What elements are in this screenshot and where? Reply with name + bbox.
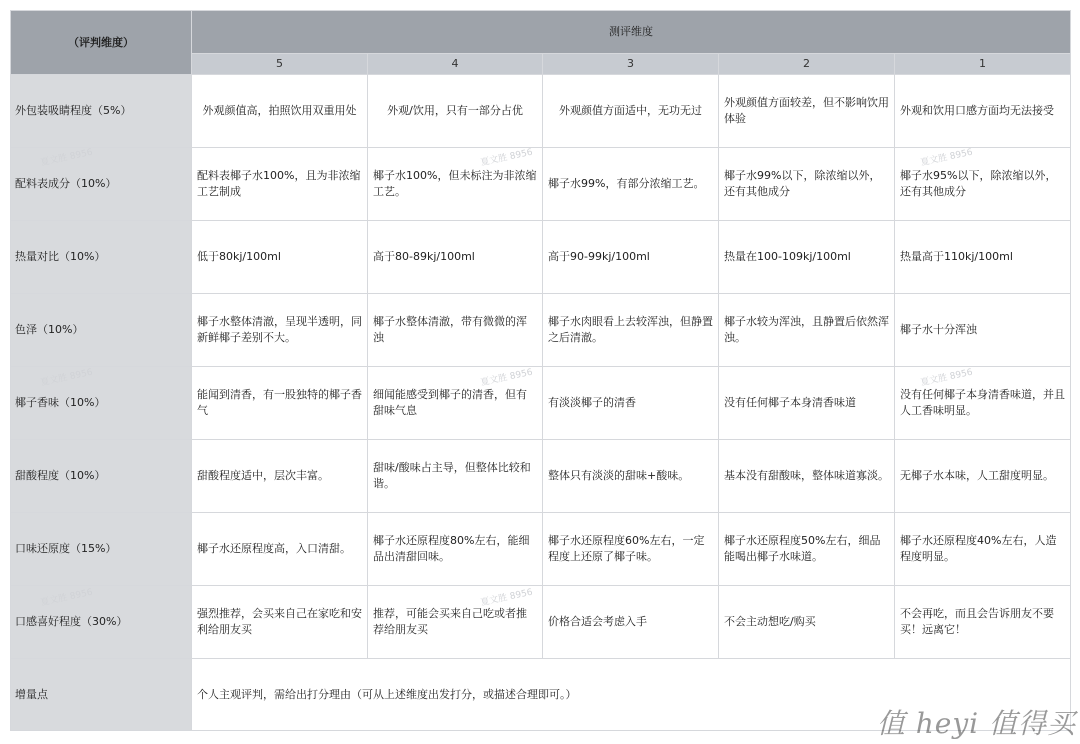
watermark: 夏文胜 8956 bbox=[919, 367, 974, 389]
watermark: 夏文胜 8956 bbox=[39, 587, 94, 609]
table-cell: 椰子水整体清澈，带有微微的浑浊 bbox=[368, 294, 543, 367]
row-label: 甜酸程度（10%） bbox=[11, 440, 192, 513]
watermark: 夏文胜 8956 bbox=[39, 367, 94, 389]
scoring-table-sheet bbox=[10, 10, 1070, 734]
table-cell: 外观和饮用口感方面均无法接受 bbox=[895, 75, 1071, 148]
table-cell: 椰子水100%，但未标注为非浓缩工艺。 bbox=[368, 148, 543, 221]
table-cell: 椰子水99%以下，除浓缩以外，还有其他成分 bbox=[719, 148, 895, 221]
table-row bbox=[11, 586, 1071, 659]
table-cell: 价格合适会考虑入手 bbox=[543, 586, 719, 659]
score-header: 1 bbox=[895, 54, 1071, 75]
score-header: 5 bbox=[192, 54, 368, 75]
table-cell: 细闻能感受到椰子的清香，但有甜味气息 bbox=[368, 367, 543, 440]
row-label: 口味还原度（15%） bbox=[11, 513, 192, 586]
row-label: 口感喜好程度（30%） bbox=[11, 586, 192, 659]
row-label: 色泽（10%） bbox=[11, 294, 192, 367]
table-cell: 椰子水还原程度40%左右，人造程度明显。 bbox=[895, 513, 1071, 586]
row-label: 增量点 bbox=[11, 659, 192, 731]
row-label: 椰子香味（10%） bbox=[11, 367, 192, 440]
score-header: 2 bbox=[719, 54, 895, 75]
table-row bbox=[11, 294, 1071, 367]
table-cell: 低于80kj/100ml bbox=[192, 221, 368, 294]
table-cell: 整体只有淡淡的甜味+酸味。 bbox=[543, 440, 719, 513]
watermark: 夏文胜 8956 bbox=[919, 147, 974, 169]
table-row bbox=[11, 148, 1071, 221]
table-cell: 能闻到清香，有一股独特的椰子香气 bbox=[192, 367, 368, 440]
table-cell: 高于80-89kj/100ml bbox=[368, 221, 543, 294]
watermark: 夏文胜 8956 bbox=[39, 147, 94, 169]
table-cell: 没有任何椰子本身清香味道 bbox=[719, 367, 895, 440]
table-row bbox=[11, 75, 1071, 148]
table-cell: 椰子水整体清澈，呈现半透明，同新鲜椰子差别不大。 bbox=[192, 294, 368, 367]
table-row bbox=[11, 367, 1071, 440]
brand-watermark-logo: 值 heyi 值得买 bbox=[876, 707, 1076, 740]
table-cell: 外观颜值高，拍照饮用双重用处 bbox=[192, 75, 368, 148]
table-cell: 椰子水还原程度80%左右，能细品出清甜回味。 bbox=[368, 513, 543, 586]
table-cell: 外观颜值方面较差，但不影响饮用体验 bbox=[719, 75, 895, 148]
table-cell: 椰子水99%，有部分浓缩工艺。 bbox=[543, 148, 719, 221]
table-cell: 配料表椰子水100%，且为非浓缩工艺制成 bbox=[192, 148, 368, 221]
table-cell: 没有任何椰子本身清香味道，并且人工香味明显。 bbox=[895, 367, 1071, 440]
table-cell: 椰子水较为浑浊，且静置后依然浑浊。 bbox=[719, 294, 895, 367]
table-cell: 椰子水肉眼看上去较浑浊，但静置之后清澈。 bbox=[543, 294, 719, 367]
table-cell: 外观颜值方面适中，无功无过 bbox=[543, 75, 719, 148]
table-cell: 外观/饮用，只有一部分占优 bbox=[368, 75, 543, 148]
table-row bbox=[11, 221, 1071, 294]
table-cell: 高于90-99kj/100ml bbox=[543, 221, 719, 294]
table-cell: 椰子水95%以下，除浓缩以外，还有其他成分 bbox=[895, 148, 1071, 221]
table-cell: 椰子水还原程度高，入口清甜。 bbox=[192, 513, 368, 586]
table-cell: 热量在100-109kj/100ml bbox=[719, 221, 895, 294]
table-cell: 热量高于110kj/100ml bbox=[895, 221, 1071, 294]
table-cell: 不会再吃，而且会告诉朋友不要买！远离它！ bbox=[895, 586, 1071, 659]
corner-header: （评判维度） bbox=[11, 11, 192, 75]
table-cell: 不会主动想吃/购买 bbox=[719, 586, 895, 659]
table-cell: 椰子水还原程度50%左右，细品能喝出椰子水味道。 bbox=[719, 513, 895, 586]
watermark: 夏文胜 8956 bbox=[479, 587, 534, 609]
table-cell: 椰子水还原程度60%左右，一定程度上还原了椰子味。 bbox=[543, 513, 719, 586]
row-label: 配料表成分（10%） bbox=[11, 148, 192, 221]
table-cell: 甜酸程度适中，层次丰富。 bbox=[192, 440, 368, 513]
table-cell: 推荐，可能会买来自己吃或者推荐给朋友买 bbox=[368, 586, 543, 659]
watermark: 夏文胜 8956 bbox=[479, 147, 534, 169]
watermark: 夏文胜 8956 bbox=[479, 367, 534, 389]
bonus-cell: 个人主观评判，需给出打分理由（可从上述维度出发打分，或描述合理即可。） bbox=[192, 659, 1071, 731]
table-row bbox=[11, 513, 1071, 586]
table-cell: 甜味/酸味占主导，但整体比较和谐。 bbox=[368, 440, 543, 513]
table-cell: 椰子水十分浑浊 bbox=[895, 294, 1071, 367]
table-cell: 无椰子水本味，人工甜度明显。 bbox=[895, 440, 1071, 513]
table-row bbox=[11, 440, 1071, 513]
row-label: 外包装吸睛程度（5%） bbox=[11, 75, 192, 148]
group-header: 测评维度 bbox=[192, 11, 1071, 54]
table-cell: 基本没有甜酸味，整体味道寡淡。 bbox=[719, 440, 895, 513]
table-cell: 有淡淡椰子的清香 bbox=[543, 367, 719, 440]
row-label: 热量对比（10%） bbox=[11, 221, 192, 294]
table-cell: 强烈推荐，会买来自己在家吃和安利给朋友买 bbox=[192, 586, 368, 659]
score-header: 4 bbox=[368, 54, 543, 75]
scoring-table bbox=[10, 10, 1071, 731]
score-header: 3 bbox=[543, 54, 719, 75]
